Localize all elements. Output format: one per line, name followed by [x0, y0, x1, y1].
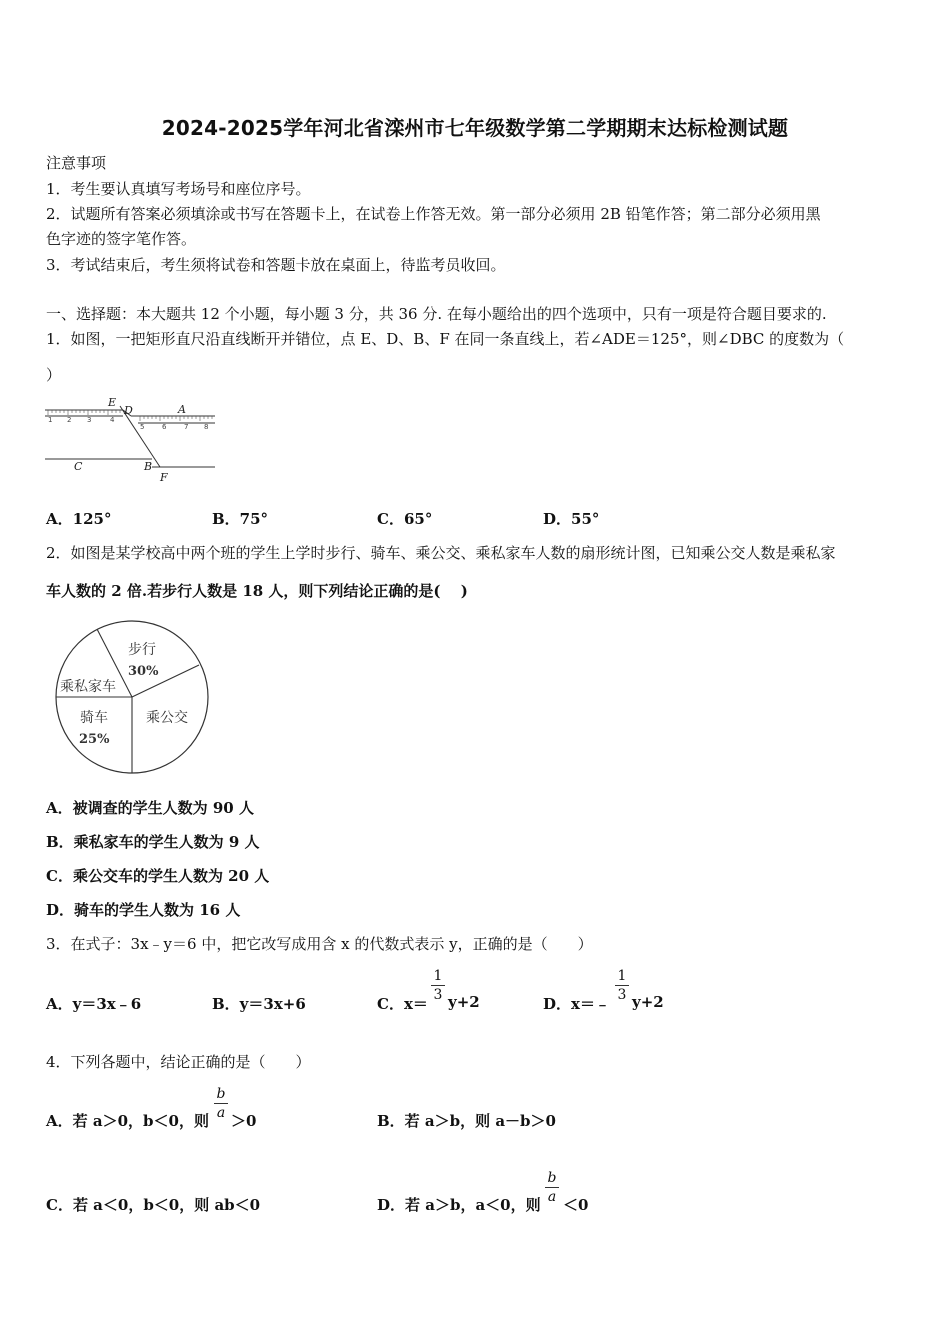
section-heading: 一、选择题：本大题共 12 个小题，每小题 3 分，共 36 分. 在每小题给出的四个选项中，只有一项是符合题目要求的.	[46, 305, 827, 323]
q4-option-d-suffix: ＜0	[563, 1196, 589, 1214]
fraction-denominator: 3	[431, 985, 445, 1004]
notice-heading: 注意事项	[46, 154, 107, 172]
fraction-one-third	[431, 968, 445, 1004]
pie-label-walk: 步行	[128, 642, 156, 658]
pie-label-car: 乘私家车	[60, 679, 116, 695]
pie-pct-walk: 30%	[128, 664, 159, 679]
ruler-tick-label: 4	[110, 416, 115, 424]
ruler-tick-label: 1	[48, 416, 53, 424]
fraction-denominator: 3	[615, 985, 629, 1004]
q3-option-d-suffix: y+2	[632, 993, 664, 1011]
q2-option-a: A．被调查的学生人数为 90 人	[46, 799, 254, 817]
q4-option-a-prefix: A．若 a＞0，b＜0，则	[46, 1112, 209, 1130]
q2-option-d: D．骑车的学生人数为 16 人	[46, 901, 241, 919]
fraction-b-over-a	[214, 1086, 228, 1122]
question-2-stem-2: 车人数的 2 倍.若步行人数是 18 人，则下列结论正确的是( )	[46, 582, 468, 600]
fraction-numerator: 1	[617, 968, 627, 984]
point-label-A: A	[178, 403, 186, 416]
ruler-tick-label: 2	[67, 416, 72, 424]
fraction-numerator: b	[216, 1086, 226, 1102]
q2-option-c: C．乘公交车的学生人数为 20 人	[46, 867, 270, 885]
fraction-denominator: a	[214, 1103, 228, 1122]
notice-item: 1．考生要认真填写考场号和座位序号。	[46, 180, 311, 198]
notice-item: 色字迹的签字笔作答。	[46, 230, 197, 248]
notice-item: 2．试题所有答案必须填涂或书写在答题卡上，在试卷上作答无效。第一部分必须用 2B 铅笔作答；第二部分必须用黑	[46, 205, 821, 223]
question-4-stem: 4．下列各题中，结论正确的是（ ）	[46, 1053, 311, 1071]
ruler-tick-label: 3	[87, 416, 92, 424]
pie-pct-bike: 25%	[79, 732, 110, 747]
q3-option-a: A．y＝3x﹣6	[46, 995, 142, 1013]
q4-option-a-suffix: ＞0	[231, 1112, 257, 1130]
q4-option-b: B．若 a＞b，则 a－b＞0	[377, 1112, 556, 1130]
q3-option-c-prefix: C．x＝	[377, 995, 428, 1013]
question-1-stem: 1．如图，一把矩形直尺沿直线断开并错位，点 E、D、B、F 在同一条直线上，若∠ADE＝125°，则∠DBC 的度数为（	[46, 330, 845, 348]
question-3-stem: 3．在式子：3x﹣y＝6 中，把它改写成用含 x 的代数式表示 y，正确的是（ ）	[46, 935, 593, 953]
q1-option-c: C．65°	[377, 510, 433, 528]
q4-option-c: C．若 a＜0，b＜0，则 ab＜0	[46, 1196, 261, 1214]
question-2-stem: 2．如图是某学校高中两个班的学生上学时步行、骑车、乘公交、乘私家车人数的扇形统计图，已知乘公交人数是乘私家	[46, 544, 836, 562]
ruler-tick-label: 8	[204, 423, 209, 431]
q1-option-a: A．125°	[46, 510, 112, 528]
page-title: 2024-2025学年河北省滦州市七年级数学第二学期期末达标检测试题	[161, 116, 789, 140]
q4-option-d-prefix: D．若 a＞b，a＜0，则	[377, 1196, 541, 1214]
pie-label-bike: 骑车	[80, 710, 108, 726]
point-label-E: E	[108, 396, 117, 409]
fraction-b-over-a	[545, 1170, 559, 1206]
q2-option-b: B．乘私家车的学生人数为 9 人	[46, 833, 260, 851]
fraction-numerator: b	[547, 1170, 557, 1186]
notice-item: 3．考试结束后，考生须将试卷和答题卡放在桌面上，待监考员收回。	[46, 256, 506, 274]
fraction-numerator: 1	[433, 968, 443, 984]
pie-chart	[52, 617, 212, 777]
fraction-one-third	[615, 968, 629, 1004]
ruler-tick-label: 7	[184, 423, 189, 431]
ruler-figure	[40, 396, 225, 486]
point-label-C: C	[74, 460, 83, 473]
q3-option-c-suffix: y+2	[448, 993, 480, 1011]
point-label-F: F	[160, 471, 168, 484]
point-label-D: D	[124, 404, 133, 417]
ruler-tick-label: 5	[140, 423, 145, 431]
point-label-B: B	[144, 460, 153, 473]
ruler-tick-label: 6	[162, 423, 167, 431]
pie-label-bus: 乘公交	[146, 710, 188, 726]
q1-option-d: D．55°	[543, 510, 600, 528]
fraction-denominator: a	[545, 1187, 559, 1206]
question-1-stem-end: ）	[46, 366, 62, 384]
q3-option-b: B．y＝3x+6	[212, 995, 306, 1013]
q1-option-b: B．75°	[212, 510, 269, 528]
q3-option-d-prefix: D．x＝﹣	[543, 995, 610, 1013]
